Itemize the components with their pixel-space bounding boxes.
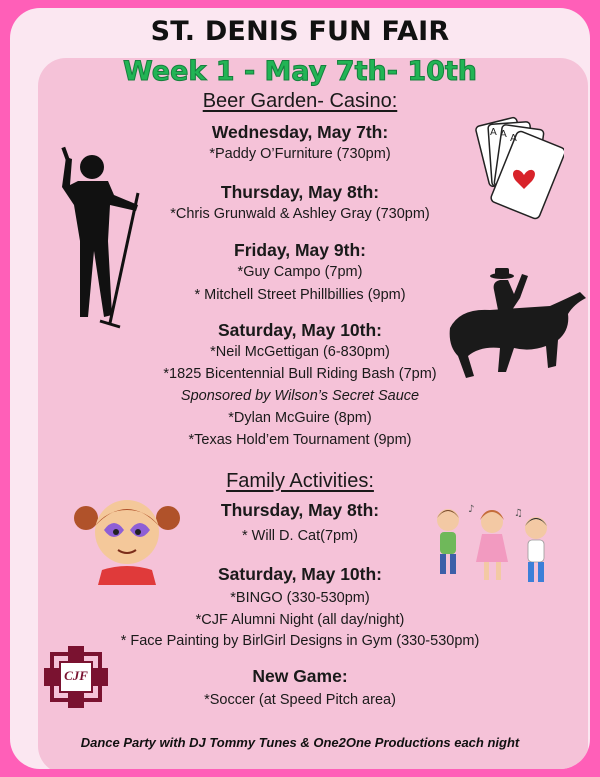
family-day-thursday: Thursday, May 8th:: [220, 500, 380, 520]
beer-day-friday: Friday, May 9th:: [234, 240, 366, 260]
family-event: *CJF Alumni Night (all day/night): [195, 612, 405, 628]
beer-garden-heading: Beer Garden- Casino:: [202, 90, 398, 112]
beer-event: *Texas Hold’em Tournament (9pm): [188, 432, 412, 448]
sponsor-line: Sponsored by Wilson’s Secret Sauce: [180, 388, 420, 404]
family-event: * Face Painting by BirlGirl Designs in Gym (330-530pm): [120, 633, 480, 649]
svg-text:♫: ♫: [514, 508, 523, 519]
footer-note: Dance Party with DJ Tommy Tunes & One2One Productions each night: [80, 735, 520, 750]
face-painted-girl-icon: [72, 490, 182, 585]
beer-event: *Dylan McGuire (8pm): [228, 410, 372, 426]
beer-event: *1825 Bicentennial Bull Riding Bash (7pm): [163, 366, 437, 382]
family-event: * Will D. Cat(7pm): [241, 528, 358, 544]
svg-text:A: A: [500, 129, 507, 140]
family-event: *BINGO (330-530pm): [230, 590, 370, 606]
beer-event: *Paddy O’Furniture (730pm): [209, 146, 391, 162]
svg-text:♪: ♪: [468, 504, 475, 515]
beer-day-wednesday: Wednesday, May 7th:: [211, 122, 389, 142]
beer-event: *Chris Grunwald & Ashley Gray (730pm): [170, 206, 430, 222]
beer-event: * Mitchell Street Phillbillies (9pm): [194, 287, 406, 303]
week-banner: Week 1 - May 7th- 10th: [122, 56, 478, 87]
family-day-saturday: Saturday, May 10th:: [217, 564, 383, 584]
svg-text:A: A: [490, 127, 497, 138]
singer-silhouette-icon: [48, 145, 148, 330]
new-game-event: *Soccer (at Speed Pitch area): [204, 692, 396, 708]
svg-text:A: A: [510, 133, 517, 144]
beer-event: *Neil McGettigan (6-830pm): [210, 344, 390, 360]
bull-rider-silhouette-icon: [440, 268, 590, 386]
dancing-kids-icon: [424, 498, 564, 593]
new-game-heading: New Game:: [252, 666, 348, 686]
cjf-logo: [44, 646, 108, 708]
poster-title: ST. DENIS FUN FAIR: [150, 16, 450, 47]
beer-day-saturday: Saturday, May 10th:: [217, 320, 383, 340]
beer-event: *Guy Campo (7pm): [237, 264, 363, 280]
cjf-logo-text: CJF: [64, 668, 88, 683]
family-heading: Family Activities:: [226, 470, 374, 492]
beer-day-thursday: Thursday, May 8th:: [220, 182, 380, 202]
playing-cards-icon: [468, 115, 564, 225]
